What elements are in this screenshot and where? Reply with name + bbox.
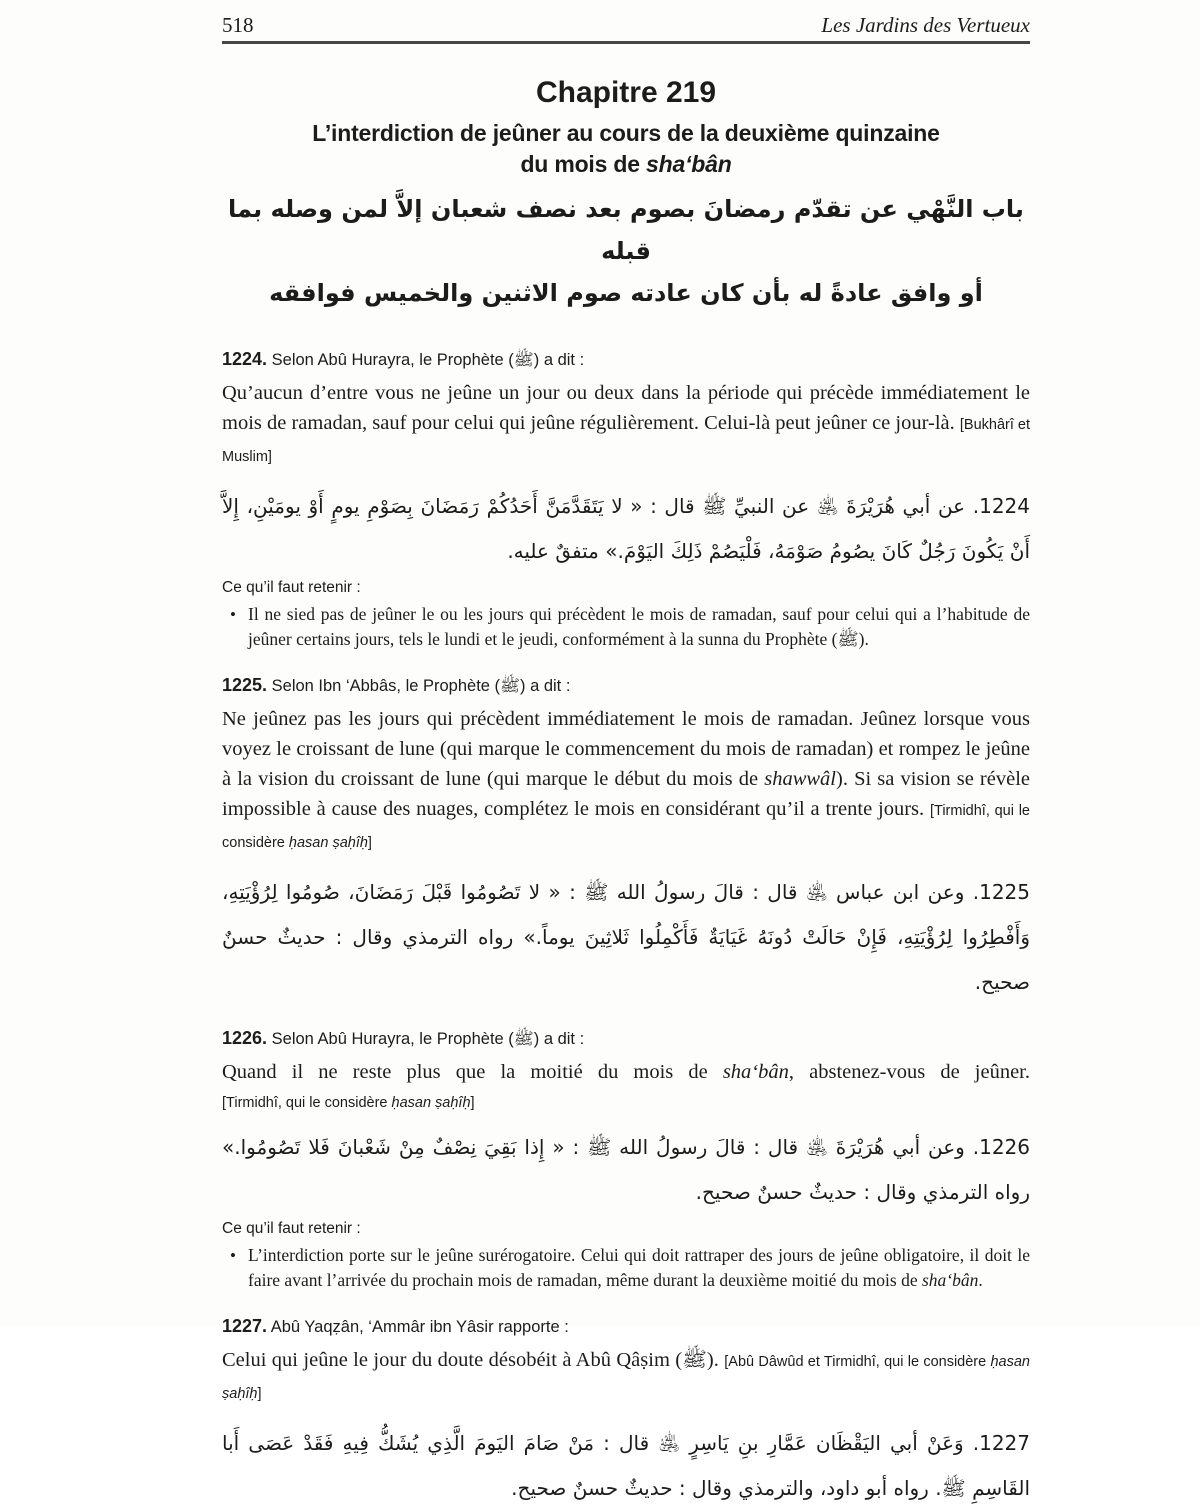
chapter-title-line-2: du mois de sha‘bân xyxy=(520,151,732,177)
hadith-text: Celui qui jeûne le jour du doute désobéit à Abû Qâṣim (ﷺ). xyxy=(222,1349,725,1371)
hadith-narrator-line: Selon Ibn ‘Abbâs, le Prophète (ﷺ) a dit : xyxy=(271,677,571,695)
hadith-body xyxy=(222,704,1030,858)
hadith-arabic: 1227. وَعَنْ أبي اليَقْظَان عَمَّارِ بنِ يَاسِرٍ ﵁ قال : مَنْ صَامَ اليَومَ الَّذِي يُشَكُّ فِيهِ فَقَدْ عَصَى أَبا القَاسِمِ ﷺ. رواه أبو داود، والترمذي وقال : حديثٌ حسنٌ صحيح. xyxy=(222,1431,1030,1500)
hadith-1225 xyxy=(222,674,1030,1005)
page-number: 518 xyxy=(222,13,254,37)
hadith-number: 1227. xyxy=(222,1316,268,1336)
hadith-arabic: 1224. عن أبي هُرَيْرَةَ ﵁ عن النبيِّ ﷺ قال : « لا يَتَقَدَّمَنَّ أَحَدُكُمْ رَمَضَانَ بِصَوْمِ يومٍ أَوْ يومَيْنِ، إِلاَّ أَنْ يَكُونَ رَجُلٌ كَانَ يصُومُ صَوْمَهُ، فَلْيَصُمْ ذَلِكَ اليَوْمَ.» متفقٌ عليه. xyxy=(222,494,1030,563)
hadith-source: [Tirmidhî, qui le considère ḥasan ṣaḥîḥ] xyxy=(222,1095,475,1111)
hadith-1227 xyxy=(222,1315,1030,1511)
chapter-arabic-title-line-1: باب النَّهْي عن تقدّم رمضانَ بصوم بعد نصف شعبان إلاَّ لمن وصله بما قبله xyxy=(228,195,1024,265)
hadith-source: [Bukhârî et Muslim] xyxy=(222,417,1031,465)
hadith-arabic: 1225. وعن ابن عباس ﵁ قال : قالَ رسولُ الله ﷺ : « لا تَصُومُوا قَبْلَ رَمَضَانَ، صُومُوا لِرُؤْيَتِهِ، وَأَفْطِرُوا لِرُؤْيَتِهِ، فَإِنْ حَالَتْ دُونَهُ غَيَايَةٌ فَأَكْمِلُوا ثَلاثِينَ يوماً.» رواه الترمذي وقال : حديثٌ حسنٌ صحيح. xyxy=(222,880,1030,994)
hadith-intro xyxy=(222,1027,1030,1050)
header-rule xyxy=(222,41,1030,44)
chapter-label: Chapitre 219 xyxy=(535,76,717,109)
chapter-arabic-title-line-2: أو وافق عادةً له بأن كان عادته صوم الاثنين والخميس فوافقه xyxy=(269,279,983,307)
retenir-block xyxy=(222,578,1030,652)
hadith-body xyxy=(222,1345,1030,1409)
retenir-item xyxy=(230,1243,1030,1293)
retenir-item xyxy=(230,602,1030,652)
hadith-text: Ne jeûnez pas les jours qui précèdent immédiatement le mois de ramadan. Jeûnez lorsque vous voyez le croissant de lune (qui marque le commencement du mois de ramadan) et rompez le jeûne à la vision du croissant de lune (qui marque le début du mois de shawwâl). Si sa vision se révèle impossible à cause des nuages, complétez le mois en considérant qu’il a trente jours. xyxy=(222,708,1030,820)
chapter-heading xyxy=(222,76,1030,314)
bullet-icon: • xyxy=(230,1246,236,1265)
hadith-number: 1224. xyxy=(222,349,268,369)
bullet-icon: • xyxy=(230,605,236,624)
retenir-label: Ce qu’il faut retenir : xyxy=(222,579,361,596)
hadith-arabic: 1226. وعن أبي هُرَيْرَةَ ﵁ قال : قالَ رسولُ الله ﷺ : « إِذا بَقِيَ نِصْفٌ مِنْ شَعْبانَ فَلا تَصُومُوا.» رواه الترمذي وقال : حديثٌ حسنٌ صحيح. xyxy=(222,1135,1030,1204)
hadith-body xyxy=(222,1057,1030,1087)
hadith-intro xyxy=(222,1315,1030,1338)
hadith-narrator-line: Selon Abû Hurayra, le Prophète (ﷺ) a dit : xyxy=(271,351,585,369)
hadith-number: 1226. xyxy=(222,1028,268,1048)
hadith-intro xyxy=(222,674,1030,697)
hadith-narrator-line: Abû Yaqẓân, ‘Ammâr ibn Yâsir rapporte : xyxy=(270,1318,569,1336)
hadith-text: Qu’aucun d’entre vous ne jeûne un jour ou deux dans la période qui précède immédiatement le mois de ramadan, sauf pour celui qui jeûne régulièrement. Celui-là peut jeûner ce jour-là. xyxy=(222,382,1030,434)
page-content xyxy=(222,0,1030,1511)
hadith-number: 1225. xyxy=(222,675,268,695)
running-header xyxy=(222,0,1030,38)
hadith-intro xyxy=(222,348,1030,371)
retenir-text: Il ne sied pas de jeûner le ou les jours qui précèdent le mois de ramadan, sauf pour celui qui a l’habitude de jeûner certains jours, tels le lundi et le jeudi, conformément à la sunna du Prophète (ﷺ). xyxy=(248,604,1030,649)
retenir-block xyxy=(222,1219,1030,1293)
hadith-source: [Abû Dâwûd et Tirmidhî, qui le considère ḥasan ṣaḥîḥ] xyxy=(222,1354,1030,1402)
hadith-body xyxy=(222,378,1030,472)
chapter-title-line-1: L’interdiction de jeûner au cours de la deuxième quinzaine xyxy=(312,120,940,146)
hadith-1226 xyxy=(222,1027,1030,1293)
retenir-text: L’interdiction porte sur le jeûne surérogatoire. Celui qui doit rattraper des jours de jeûne obligatoire, il doit le faire avant l’arrivée du prochain mois de ramadan, même durant la deuxième moitié du mois de sha‘bân. xyxy=(248,1245,1030,1290)
hadith-source: [Tirmidhî, qui le considère ḥasan ṣaḥîḥ] xyxy=(222,803,1030,851)
retenir-label: Ce qu’il faut retenir : xyxy=(222,1220,361,1237)
hadith-narrator-line: Selon Abû Hurayra, le Prophète (ﷺ) a dit : xyxy=(271,1030,585,1048)
hadith-text: Quand il ne reste plus que la moitié du mois de sha‘bân, abstenez-vous de jeûner. xyxy=(222,1061,1030,1083)
hadith-1224 xyxy=(222,348,1030,652)
book-title: Les Jardins des Vertueux xyxy=(821,13,1030,37)
